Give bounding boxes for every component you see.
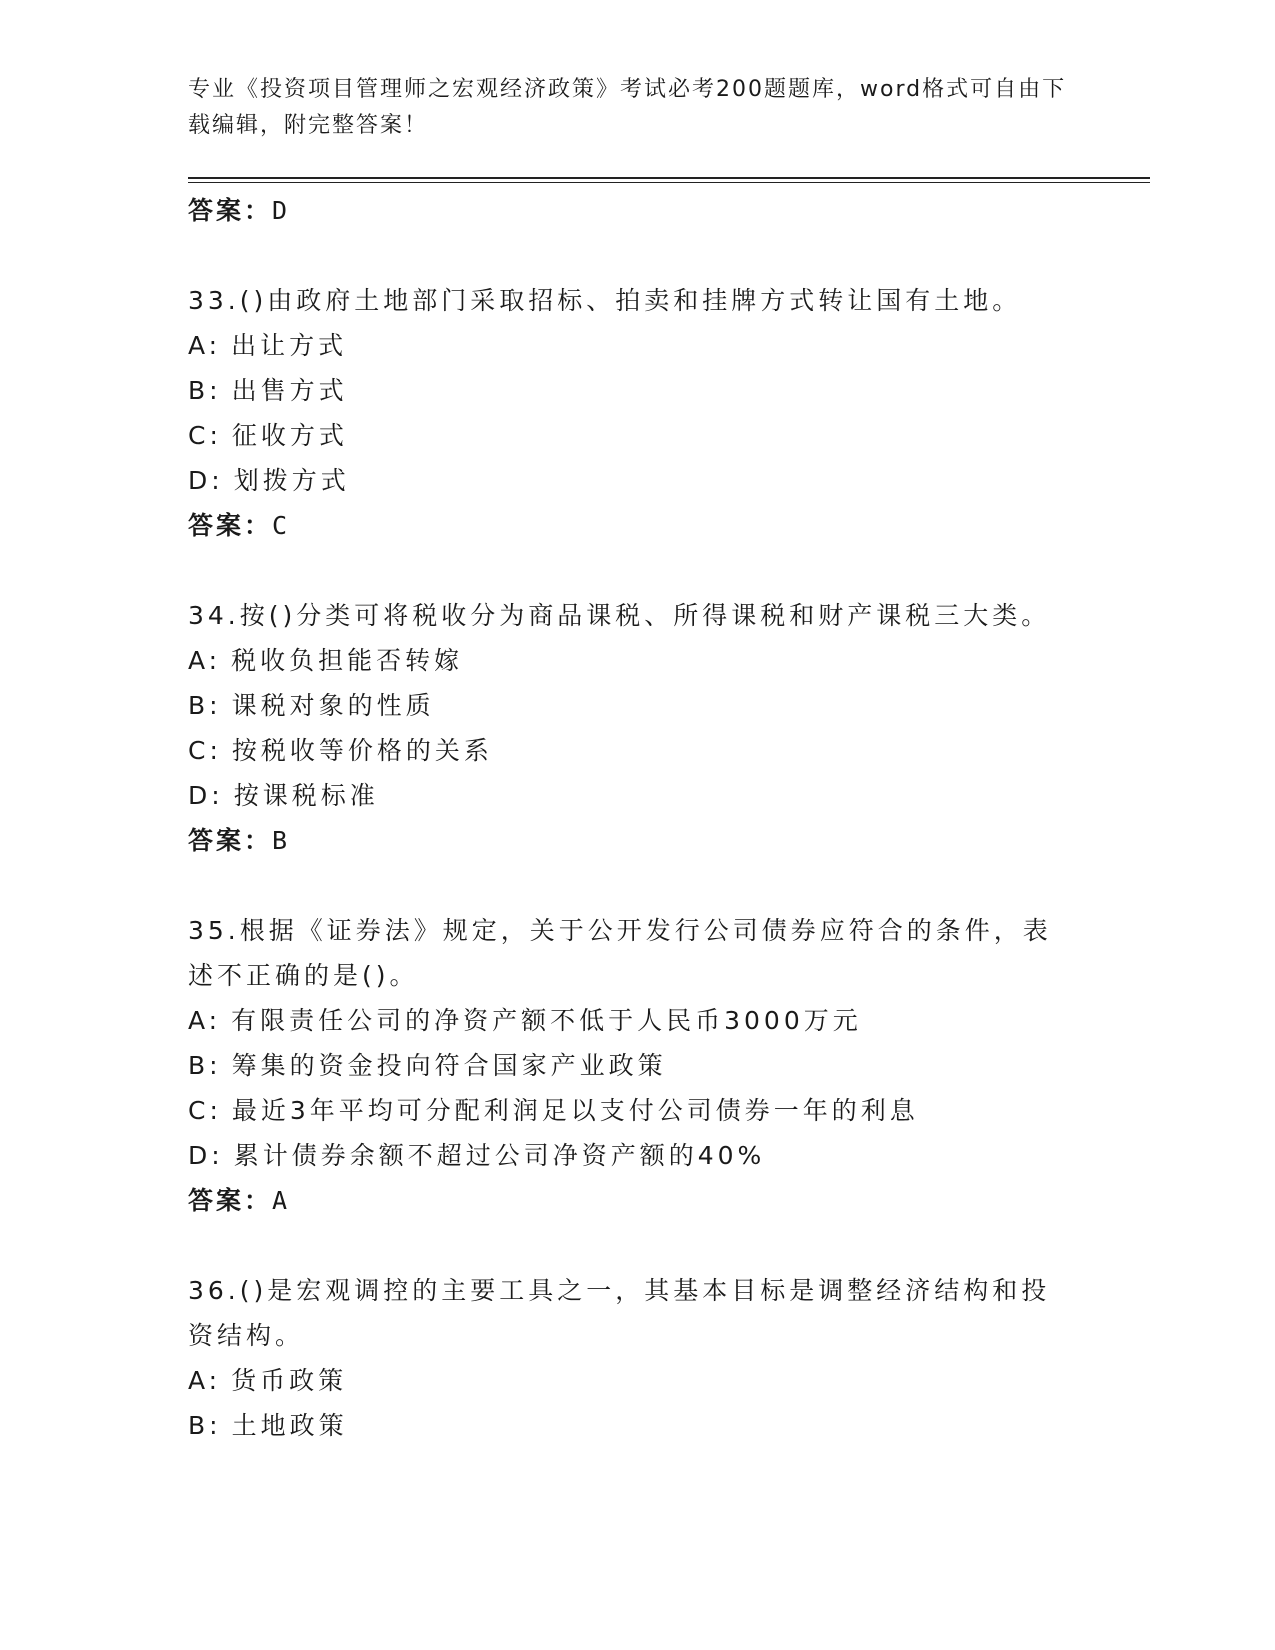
question-text: 34.按()分类可将税收分为商品课税、所得课税和财产课税三大类。	[188, 601, 1051, 630]
option-text: 按课税标准	[233, 781, 379, 810]
option-b	[188, 1043, 1148, 1088]
option-b	[188, 683, 1148, 728]
option-text: 划拨方式	[233, 466, 350, 495]
option-d	[188, 458, 1148, 503]
option-key: D:	[188, 781, 224, 810]
option-text: 课税对象的性质	[231, 691, 435, 720]
option-key: B:	[188, 376, 222, 405]
answer-label: 答案：	[188, 511, 273, 540]
option-key: A:	[188, 1006, 222, 1035]
option-key: C:	[188, 421, 222, 450]
option-key: C:	[188, 736, 222, 765]
option-text: 累计债券余额不超过公司净资产额的40%	[233, 1141, 766, 1170]
question-text: 36.()是宏观调控的主要工具之一，其基本目标是调整经济结构和投资结构。	[188, 1276, 1051, 1350]
option-c	[188, 413, 1148, 458]
option-a	[188, 638, 1148, 683]
option-key: D:	[188, 466, 224, 495]
option-key: A:	[188, 646, 222, 675]
option-key: D:	[188, 1141, 224, 1170]
answer-line	[188, 188, 1148, 233]
answer-line	[188, 818, 1148, 863]
option-text: 出让方式	[231, 331, 348, 360]
question-text: 35.根据《证券法》规定，关于公开发行公司债券应符合的条件，表述不正确的是()。	[188, 916, 1052, 990]
header-divider-thick	[188, 177, 1150, 179]
option-text: 税收负担能否转嫁	[231, 646, 464, 675]
header-divider-thin	[188, 182, 1150, 183]
option-key: C:	[188, 1096, 222, 1125]
option-text: 最近3年平均可分配利润足以支付公司债券一年的利息	[231, 1096, 919, 1125]
option-text: 筹集的资金投向符合国家产业政策	[231, 1051, 667, 1080]
question-list	[188, 188, 1148, 1448]
option-text: 征收方式	[231, 421, 348, 450]
document-header: 专业《投资项目管理师之宏观经济政策》考试必考200题题库，word格式可自由下载编辑，附完整答案！	[188, 77, 1067, 138]
answer-label: 答案：	[188, 196, 273, 225]
answer-value: A	[272, 1186, 291, 1215]
option-key: B:	[188, 691, 222, 720]
option-d	[188, 1133, 1148, 1178]
option-text: 货币政策	[231, 1366, 348, 1395]
option-key: B:	[188, 1051, 222, 1080]
option-text: 按税收等价格的关系	[231, 736, 493, 765]
answer-label: 答案：	[188, 826, 273, 855]
option-d	[188, 773, 1148, 818]
option-b	[188, 368, 1148, 413]
option-b	[188, 1403, 1148, 1448]
answer-value: C	[272, 511, 291, 540]
option-c	[188, 728, 1148, 773]
option-a	[188, 1358, 1148, 1403]
option-key: B:	[188, 1411, 222, 1440]
option-a	[188, 323, 1148, 368]
option-a	[188, 998, 1148, 1043]
option-key: A:	[188, 331, 222, 360]
option-text: 出售方式	[231, 376, 348, 405]
option-c	[188, 1088, 1148, 1133]
answer-line	[188, 1178, 1148, 1223]
question-text: 33.()由政府土地部门采取招标、拍卖和挂牌方式转让国有土地。	[188, 286, 1022, 315]
answer-value: D	[272, 196, 291, 225]
answer-value: B	[272, 826, 291, 855]
answer-line	[188, 503, 1148, 548]
option-text: 有限责任公司的净资产额不低于人民币3000万元	[231, 1006, 862, 1035]
option-text: 土地政策	[231, 1411, 348, 1440]
answer-label: 答案：	[188, 1186, 273, 1215]
option-key: A:	[188, 1366, 222, 1395]
